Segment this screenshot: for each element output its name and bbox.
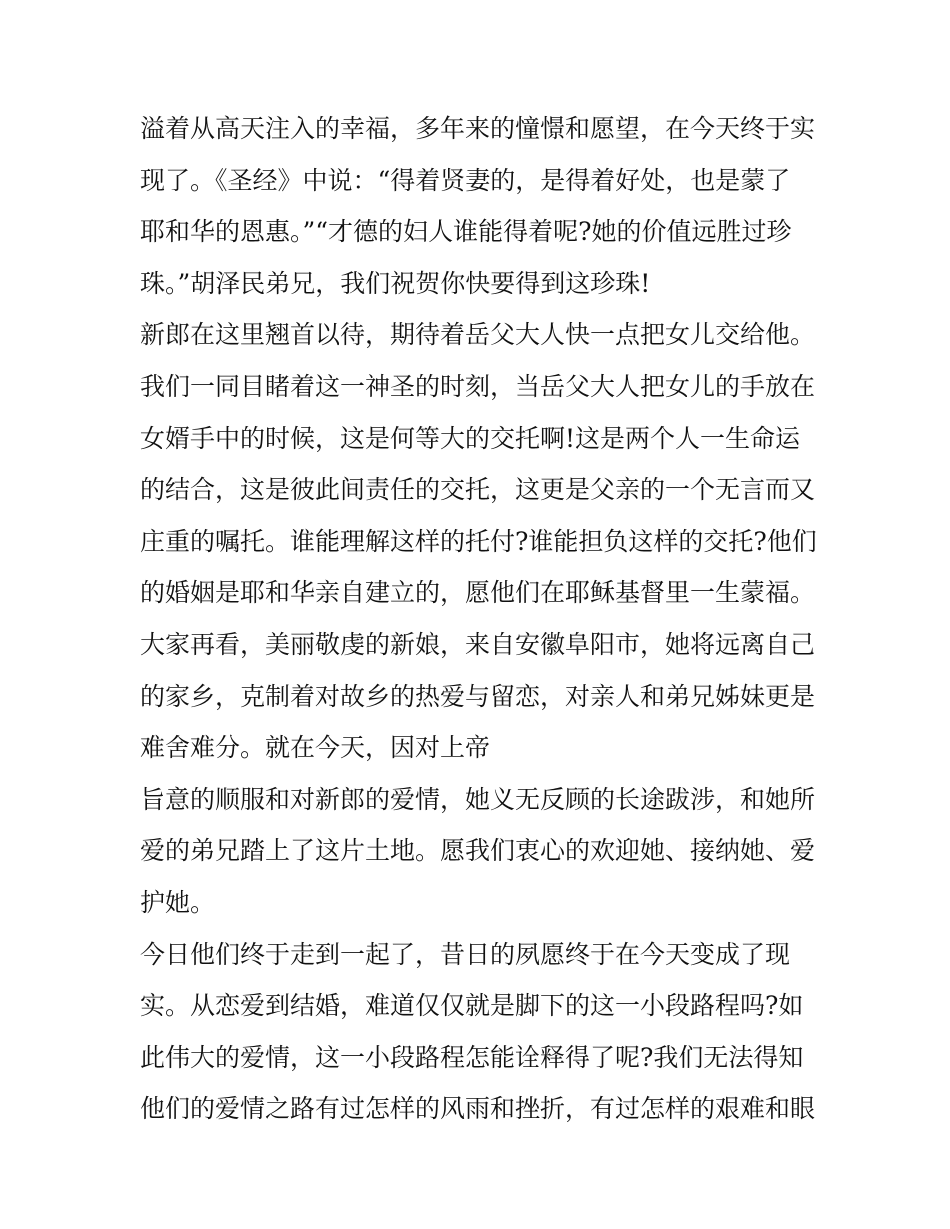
text-line: 的婚姻是耶和华亲自建立的，愿他们在耶稣基督里一生蒙福。 bbox=[140, 578, 816, 608]
text-line: 此伟大的爱情，这一小段路程怎能诠释得了呢?我们无法得知 bbox=[140, 1042, 804, 1072]
text-line: 现了。《圣经》中说：“得着贤妻的，是得着好处，也是蒙了 bbox=[140, 165, 791, 195]
text-line: 女婿手中的时候，这是何等大的交托啊!这是两个人一生命运 bbox=[140, 423, 801, 453]
text-line: 护她。 bbox=[140, 887, 216, 917]
text-line: 难舍难分。就在今天，因对上帝 bbox=[140, 733, 491, 763]
text-line: 我们一同目睹着这一神圣的时刻，当岳父大人把女儿的手放在 bbox=[140, 371, 816, 401]
text-line: 他们的爱情之路有过怎样的风雨和挫折，有过怎样的艰难和眼 bbox=[140, 1094, 816, 1124]
text-line: 耶和华的恩惠。”“才德的妇人谁能得着呢?她的价值远胜过珍 bbox=[140, 217, 792, 247]
text-line: 的家乡，克制着对故乡的热爱与留恋，对亲人和弟兄姊妹更是 bbox=[140, 681, 816, 711]
text-line: 大家再看，美丽敬虔的新娘，来自安徽阜阳市，她将远离自己 bbox=[140, 629, 816, 659]
text-line: 新郎在这里翘首以待，期待着岳父大人快一点把女儿交给他。 bbox=[140, 320, 816, 350]
text-line: 今日他们终于走到一起了，昔日的夙愿终于在今天变成了现 bbox=[140, 939, 791, 969]
text-line: 实。从恋爱到结婚，难道仅仅就是脚下的这一小段路程吗?如 bbox=[140, 991, 804, 1021]
text-line: 珠。”胡泽民弟兄，我们祝贺你快要得到这珍珠! bbox=[140, 268, 651, 298]
text-line: 庄重的嘱托。谁能理解这样的托付?谁能担负这样的交托?他们 bbox=[140, 526, 817, 556]
text-line: 的结合，这是彼此间责任的交托，这更是父亲的一个无言而又 bbox=[140, 475, 816, 505]
text-line: 旨意的顺服和对新郎的爱情，她义无反顾的长途跋涉，和她所 bbox=[140, 784, 816, 814]
text-line: 爱的弟兄踏上了这片土地。愿我们衷心的欢迎她、接纳她、爱 bbox=[140, 836, 816, 866]
text-line: 溢着从高天注入的幸福，多年来的憧憬和愿望，在今天终于实 bbox=[140, 114, 816, 143]
body-text bbox=[140, 103, 820, 1135]
